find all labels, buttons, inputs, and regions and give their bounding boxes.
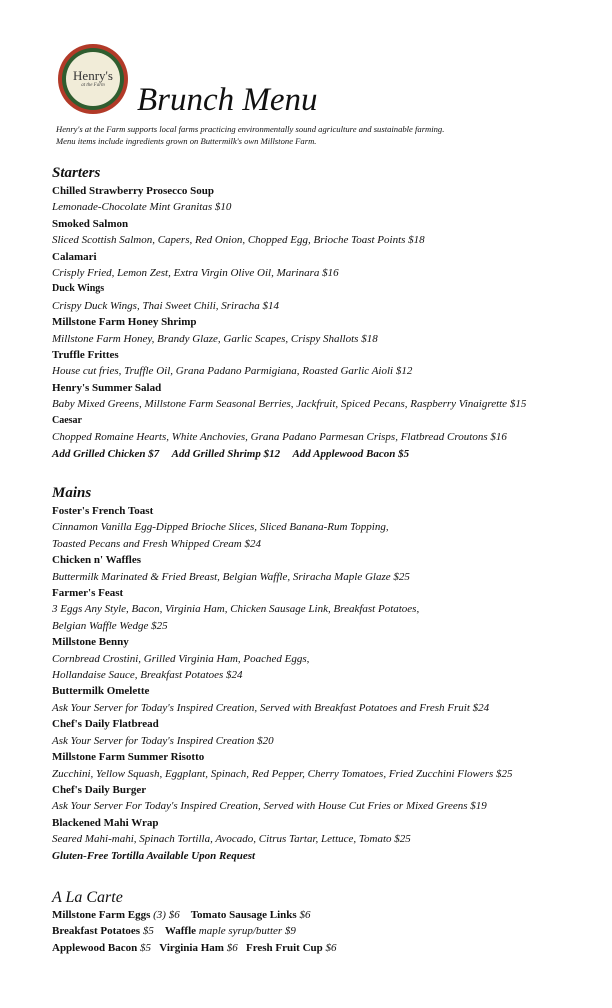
menu-item-name: Henry's Summer Salad: [52, 381, 162, 394]
henrys-logo: [58, 44, 128, 114]
addon-shrimp: Add Grilled Shrimp $12: [171, 447, 281, 460]
intro-line-2: Menu items include ingredients grown on Buttermilk's own Millstone Farm.: [56, 136, 317, 146]
menu-item-desc: 3 Eggs Any Style, Bacon, Virginia Ham, Chicken Sausage Link, Breakfast Potatoes,: [52, 603, 420, 616]
logo-ring: [62, 48, 124, 110]
mains-section: [52, 484, 607, 864]
page-title: Brunch Menu: [137, 82, 318, 118]
menu-item-name: Calamari: [52, 250, 97, 263]
carte-item-price: (3) $6: [153, 909, 180, 921]
menu-item-desc: Crispy Duck Wings, Thai Sweet Chili, Sriracha $14: [52, 299, 280, 312]
menu-item-desc: Cornbread Crostini, Grilled Virginia Ham, Poached Eggs,: [52, 652, 310, 665]
menu-item-desc: Hollandaise Sauce, Breakfast Potatoes $24: [52, 669, 243, 682]
carte-row: [52, 923, 607, 939]
carte-row: [52, 907, 607, 923]
logo-name: Henry's: [73, 68, 113, 83]
carte-item-price: $5: [142, 925, 154, 938]
menu-item-desc: Chopped Romaine Hearts, White Anchovies, Grana Padano Parmesan Crisps, Flatbread Croutons $16: [52, 431, 507, 444]
menu-item-name: Smoked Salmon: [52, 217, 129, 230]
menu-item-desc: Ask Your Server for Today's Inspired Creation $20: [52, 734, 274, 747]
carte-item-price: $6: [325, 941, 337, 954]
a-la-carte-section: [52, 888, 607, 956]
menu-item-name: Millstone Farm Honey Shrimp: [52, 316, 197, 329]
menu-item-name: Caesar: [52, 414, 82, 426]
menu-item-desc: Ask Your Server For Today's Inspired Creation, Served with House Cut Fries or Mixed Greens $19: [52, 800, 487, 813]
menu-item-desc: Ask Your Server for Today's Inspired Creation, Served with Breakfast Potatoes and Fresh Fruit $24: [52, 701, 490, 714]
carte-item-price: $6: [299, 909, 311, 921]
intro-line-1: Henry's at the Farm supports local farms practicing environmentally sound agriculture and sustainable farming.: [56, 124, 445, 134]
menu-item-name: Millstone Benny: [52, 636, 129, 649]
menu-item-desc: Zucchini, Yellow Squash, Eggplant, Spinach, Red Pepper, Cherry Tomatoes, Fried Zucchini Flowers $25: [52, 767, 513, 780]
addons-line: [52, 446, 607, 462]
logo-inner: [66, 52, 120, 106]
menu-item-name: Chicken n' Waffles: [52, 554, 142, 567]
carte-item-name: Breakfast Potatoes: [52, 925, 141, 938]
menu-item-desc: Lemonade-Chocolate Mint Granitas $10: [52, 201, 232, 214]
carte-item-price: $6: [226, 941, 238, 954]
menu-item-desc: Cinnamon Vanilla Egg-Dipped Brioche Slices, Sliced Banana-Rum Topping,: [52, 521, 389, 534]
carte-item-name: Tomato Sausage Links: [190, 909, 297, 921]
menu-item-desc: Buttermilk Marinated & Fried Breast, Belgian Waffle, Sriracha Maple Glaze $25: [52, 570, 410, 583]
menu-item-name: Millstone Farm Summer Risotto: [52, 751, 205, 764]
a-la-carte-heading: A La Carte: [52, 889, 123, 906]
carte-item-name: Millstone Farm Eggs: [52, 909, 151, 921]
menu-item-desc: Baby Mixed Greens, Millstone Farm Seasonal Berries, Jackfruit, Spiced Pecans, Raspberry Vinaigrette $15: [52, 398, 527, 411]
menu-item-desc: Millstone Farm Honey, Brandy Glaze, Garlic Scapes, Crispy Shallots $18: [52, 332, 378, 345]
carte-item-price: maple syrup/butter $9: [198, 925, 296, 938]
menu-item-desc: Belgian Waffle Wedge $25: [52, 619, 168, 632]
gluten-free-note: Gluten-Free Tortilla Available Upon Request: [52, 849, 256, 862]
menu-item-desc: Seared Mahi-mahi, Spinach Tortilla, Avocado, Citrus Tartar, Lettuce, Tomato $25: [52, 833, 411, 846]
menu-item-name: Farmer's Feast: [52, 587, 124, 600]
carte-item-name: Virginia Ham: [159, 941, 224, 954]
logo-subtitle: at the Farm: [81, 83, 105, 88]
starters-section: [52, 164, 607, 462]
carte-item-name: Applewood Bacon: [52, 941, 138, 954]
starters-heading: Starters: [52, 165, 101, 181]
addon-chicken: Add Grilled Chicken $7: [52, 447, 160, 460]
menu-item-name: Chef's Daily Flatbread: [52, 718, 159, 731]
carte-item-name: Fresh Fruit Cup: [245, 941, 323, 954]
menu-item-name: Chef's Daily Burger: [52, 783, 147, 796]
menu-item-name: Duck Wings: [52, 283, 105, 295]
menu-item-name: Truffle Frittes: [52, 349, 119, 362]
addon-bacon: Add Applewood Bacon $5: [292, 447, 410, 460]
menu-item-desc: Sliced Scottish Salmon, Capers, Red Onion, Chopped Egg, Brioche Toast Points $18: [52, 234, 425, 247]
menu-item-desc: Toasted Pecans and Fresh Whipped Cream $24: [52, 537, 261, 550]
intro-text: [56, 123, 576, 147]
menu-item-desc: House cut fries, Truffle Oil, Grana Padano Parmigiana, Roasted Garlic Aioli $12: [52, 365, 413, 378]
menu-item-name: Foster's French Toast: [52, 505, 154, 517]
carte-row: [52, 940, 607, 956]
mains-heading: Mains: [52, 485, 92, 501]
carte-item-price: $5: [140, 941, 152, 954]
menu-item-desc: Crisply Fried, Lemon Zest, Extra Virgin Olive Oil, Marinara $16: [52, 267, 339, 280]
menu-item-name: Chilled Strawberry Prosecco Soup: [52, 185, 215, 197]
menu-item-name: Blackened Mahi Wrap: [52, 816, 159, 829]
carte-item-name: Waffle: [164, 925, 197, 938]
menu-item-name: Buttermilk Omelette: [52, 685, 150, 698]
